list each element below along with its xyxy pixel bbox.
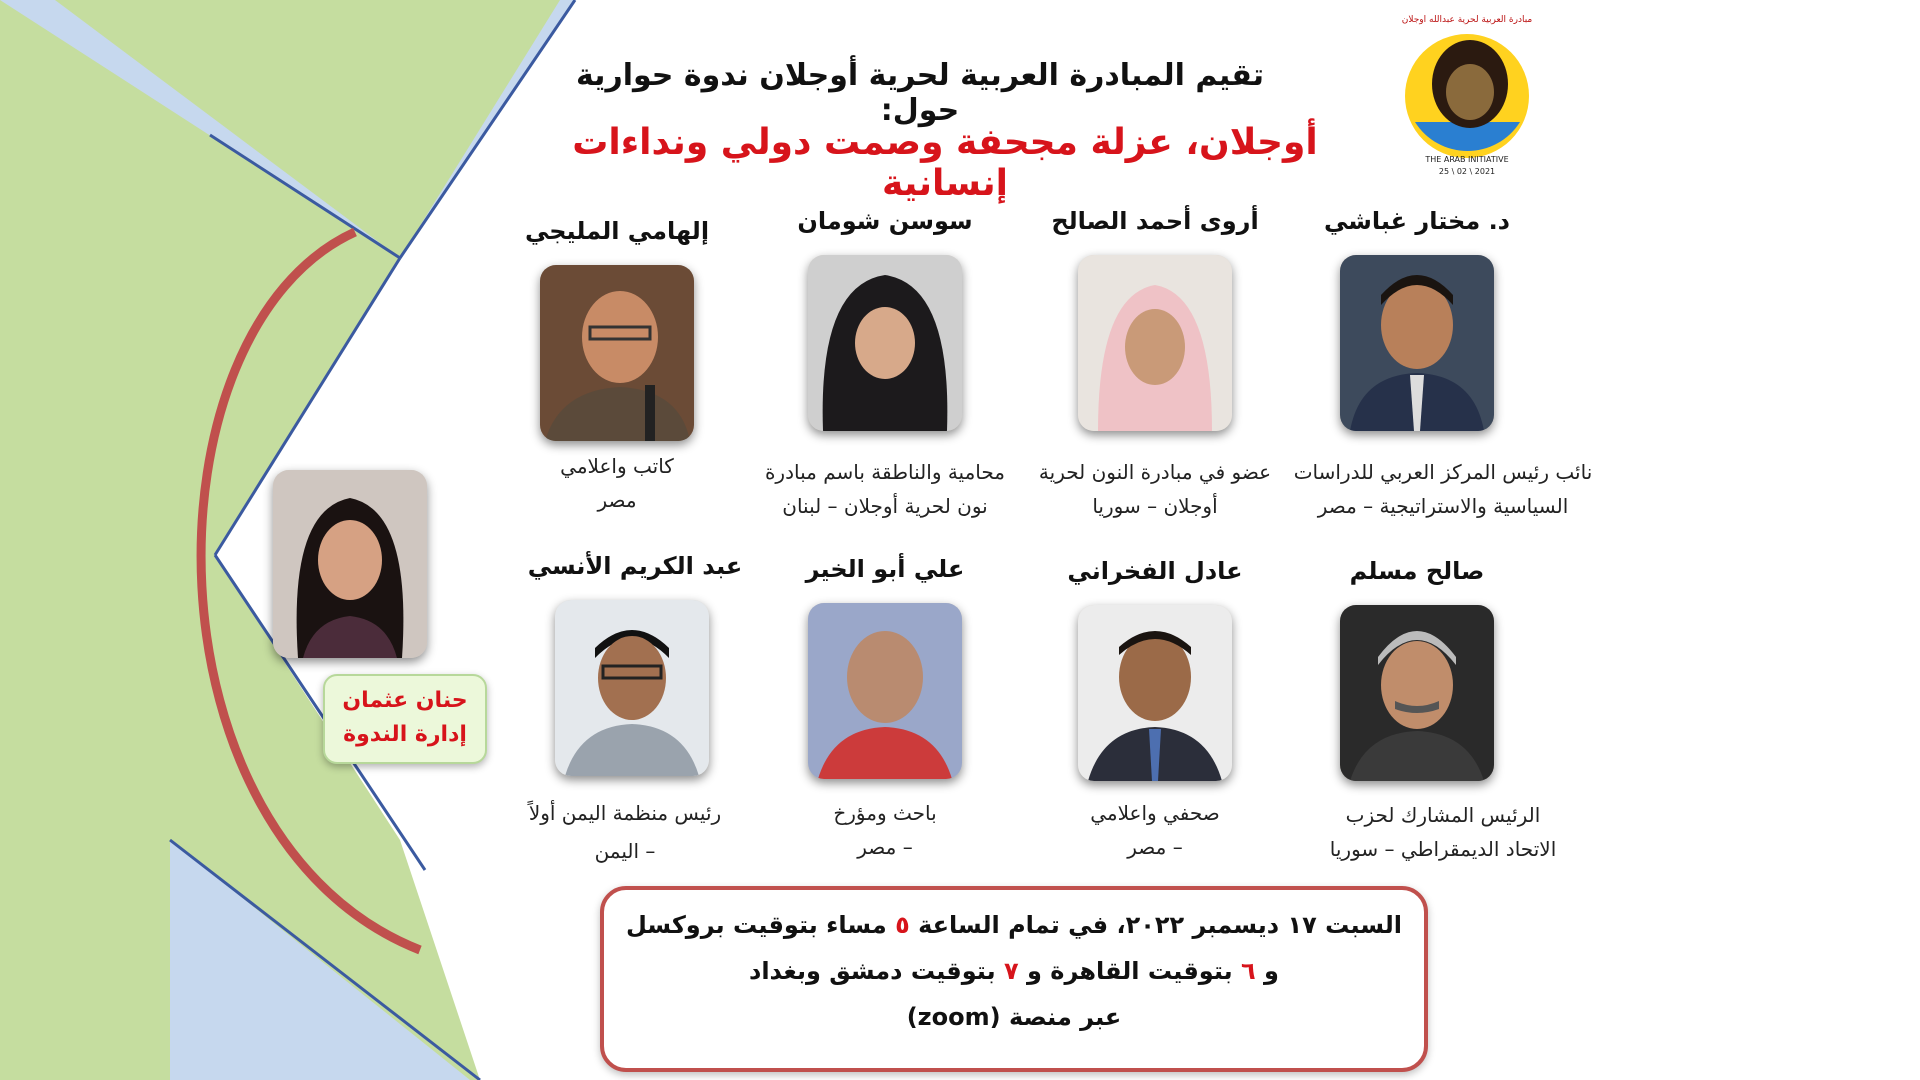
- page-title: تقيم المبادرة العربية لحرية أوجلان ندوة حوارية حول:: [575, 58, 1265, 128]
- speaker-name: صالح مسلم: [1349, 557, 1485, 585]
- speaker-title: باحث ومؤرخ: [833, 801, 937, 825]
- speaker-country: – اليمن: [594, 839, 656, 863]
- moderator-name: حنان عثمان: [342, 688, 468, 713]
- speaker-title: كاتب واعلامي: [560, 454, 674, 478]
- speaker-photo: [555, 600, 709, 776]
- speaker-title: صحفي واعلامي: [1090, 801, 1220, 825]
- speaker-name: عبد الكريم الأنسي: [527, 552, 743, 580]
- speaker-name: د. مختار غباشي: [1323, 207, 1510, 235]
- speaker-photo: [808, 603, 962, 779]
- speaker-photo: [540, 265, 694, 441]
- moderator-photo: [273, 470, 427, 658]
- speaker-title: عضو في مبادرة النون لحرية: [1038, 460, 1272, 484]
- speaker-title: الرئيس المشارك لحزب: [1345, 803, 1541, 827]
- speaker-photo: [1340, 255, 1494, 431]
- speaker-title: محامية والناطقة باسم مبادرة: [764, 460, 1006, 484]
- svg-text:25 \ 02 \ 2021: 25 \ 02 \ 2021: [1438, 167, 1496, 176]
- speaker-country: مصر: [597, 488, 637, 512]
- speaker-photo: [808, 255, 962, 431]
- speaker-photo: [1078, 255, 1232, 431]
- moderator-role: إدارة الندوة: [343, 722, 467, 747]
- moderator-card: [323, 674, 487, 764]
- speaker-name: عادل الفخراني: [1067, 557, 1243, 585]
- logo-globe-portrait-icon: [1375, 12, 1560, 177]
- speaker-country: – مصر: [1127, 835, 1183, 859]
- speaker-title: رئيس منظمة اليمن أولاً: [528, 801, 722, 825]
- event-line-1: السبت ١٧ ديسمبر ٢٠٢٢، في تمام الساعة ٥ مساء بتوقيت بروكسل: [626, 911, 1402, 939]
- event-platform: عبر منصة (zoom): [906, 1003, 1122, 1031]
- speaker-country: – مصر: [857, 835, 913, 859]
- speaker-photo: [1078, 605, 1232, 781]
- svg-text:مبادرة العربية لحرية عبدالله ا: مبادرة العربية لحرية عبدالله اوجلان: [1401, 15, 1533, 25]
- svg-text:THE ARAB INITIATIVE: THE ARAB INITIATIVE: [1425, 155, 1509, 164]
- speaker-country: نون لحرية أوجلان – لبنان: [782, 494, 988, 518]
- speaker-country: الاتحاد الديمقراطي – سوريا: [1329, 837, 1557, 861]
- speaker-name: أروى أحمد الصالح: [1051, 207, 1259, 235]
- speaker-photo: [1340, 605, 1494, 781]
- event-info-box: [600, 886, 1428, 1072]
- page-subtitle: أوجلان، عزلة مجحفة وصمت دولي ونداءات إنسانية: [572, 122, 1318, 204]
- organization-logo: [1375, 12, 1560, 177]
- speaker-title: نائب رئيس المركز العربي للدراسات: [1293, 460, 1593, 484]
- speaker-name: سوسن شومان: [797, 207, 973, 235]
- event-line-2: و ٦ بتوقيت القاهرة و ٧ بتوقيت دمشق وبغداد: [749, 957, 1279, 985]
- speaker-country: أوجلان – سوريا: [1092, 494, 1218, 518]
- speaker-country: السياسية والاستراتيجية – مصر: [1317, 494, 1569, 518]
- speaker-name: إلهامي المليجي: [524, 217, 710, 245]
- speaker-name: علي أبو الخير: [805, 555, 965, 583]
